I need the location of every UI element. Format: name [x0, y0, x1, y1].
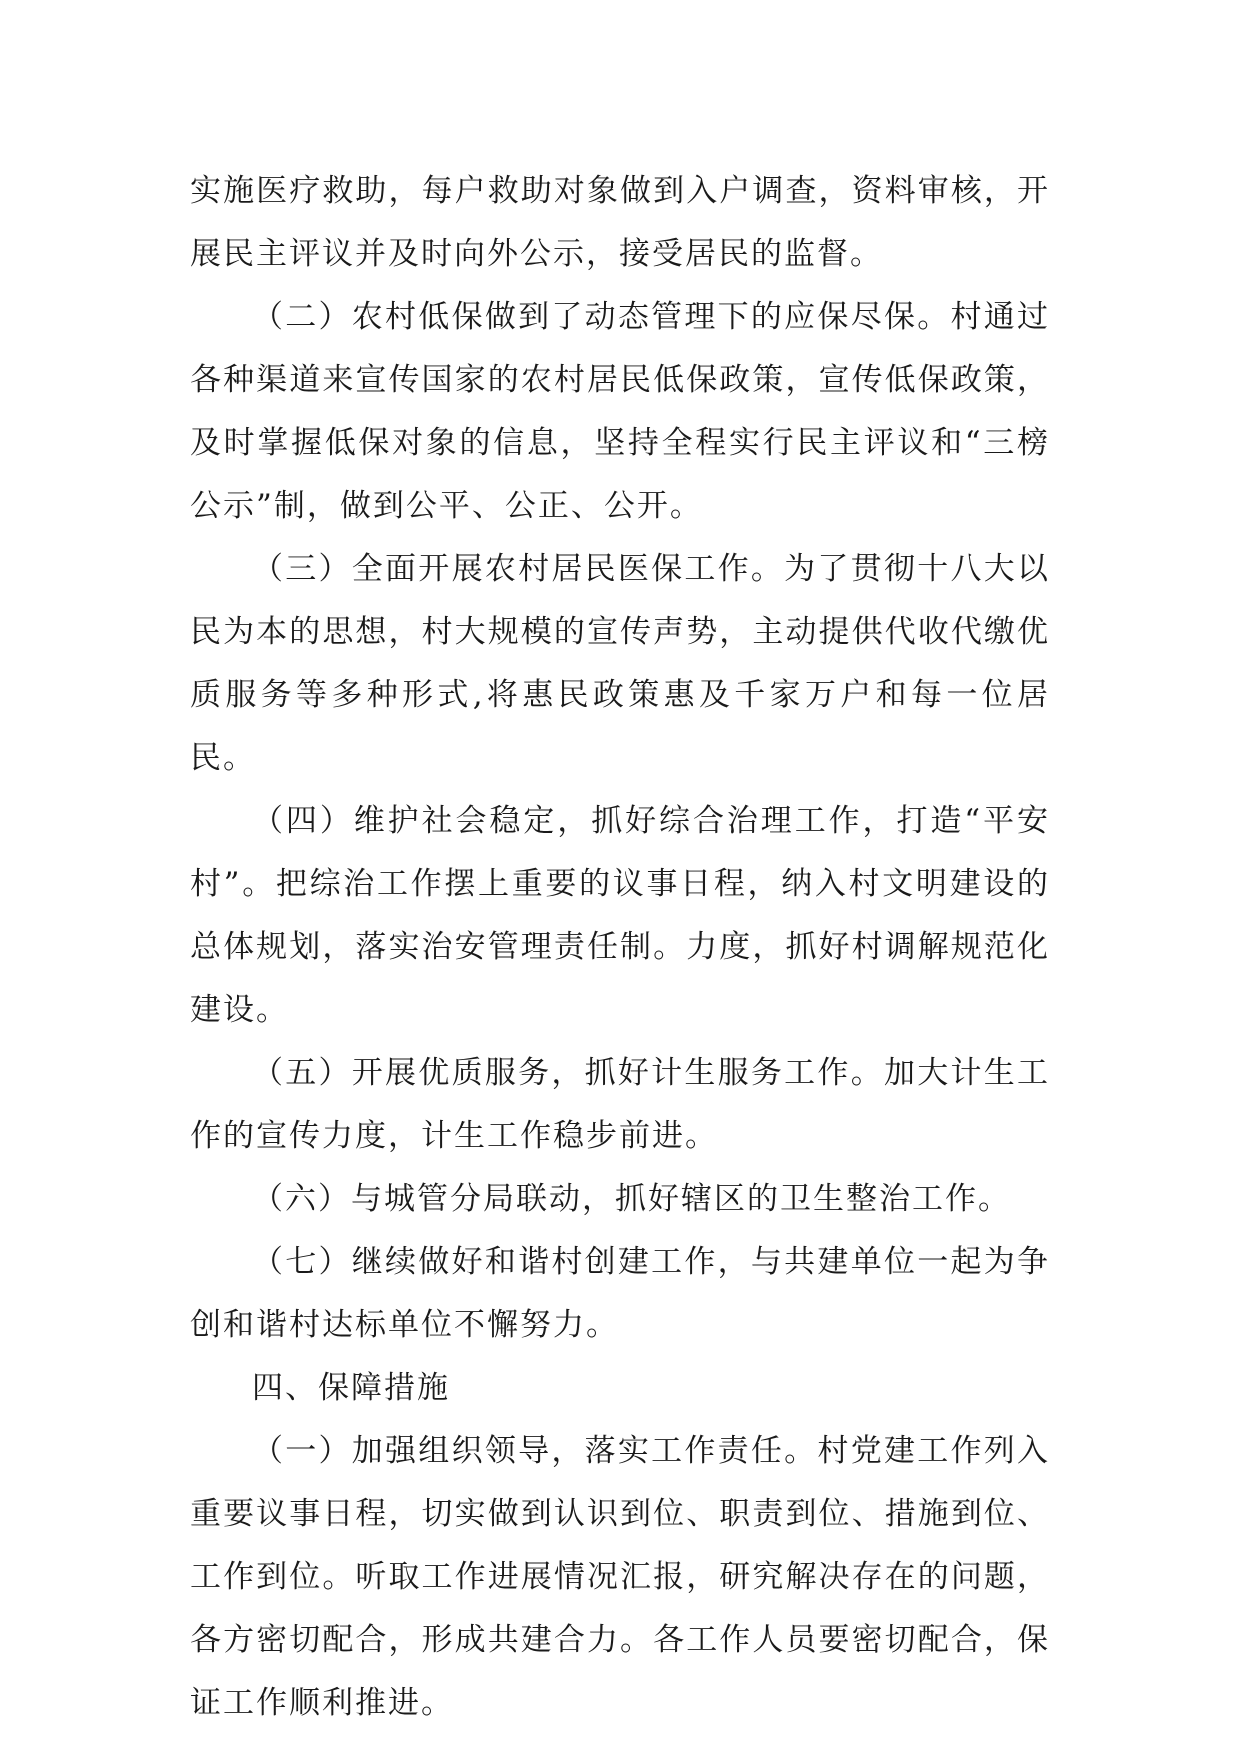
paragraph-item-3: （三）全面开展农村居民医保工作。为了贯彻十八大以民为本的思想，村大规模的宣传声势，主动提供代收代缴优质服务等多种形式,将惠民政策惠及千家万户和每一位居民。: [190, 551, 1050, 776]
paragraph-continued: 实施医疗救助，每户救助对象做到入户调查，资料审核，开展民主评议并及时向外公示，接受居民的监督。: [190, 173, 1050, 272]
paragraph-item-4: （四）维护社会稳定，抓好综合治理工作，打造“平安村”。把综治工作摆上重要的议事日程，纳入村文明建设的总体规划，落实治安管理责任制。力度，抓好村调解规范化建设。: [190, 803, 1050, 1028]
paragraph-item-7: （七）继续做好和谐村创建工作，与共建单位一起为争创和谐村达标单位不懈努力。: [190, 1244, 1050, 1343]
paragraph-item-6: （六）与城管分局联动，抓好辖区的卫生整治工作。: [252, 1181, 1011, 1217]
paragraph-item-2: （二）农村低保做到了动态管理下的应保尽保。村通过各种渠道来宣传国家的农村居民低保政策，宣传低保政策，及时掌握低保对象的信息，坚持全程实行民主评议和“三榜公示”制，做到公平、公正、公开。: [190, 299, 1050, 524]
document-body: [190, 160, 1050, 1735]
section-heading: 四、保障措施: [252, 1370, 450, 1406]
paragraph-item-5: （五）开展优质服务，抓好计生服务工作。加大计生工作的宣传力度，计生工作稳步前进。: [190, 1055, 1050, 1154]
section-paragraph-1: （一）加强组织领导，落实工作责任。村党建工作列入重要议事日程，切实做到认识到位、职责到位、措施到位、工作到位。听取工作进展情况汇报，研究解决存在的问题，各方密切配合，形成共建合力。各工作人员要密切配合，保证工作顺利推进。: [190, 1433, 1050, 1721]
